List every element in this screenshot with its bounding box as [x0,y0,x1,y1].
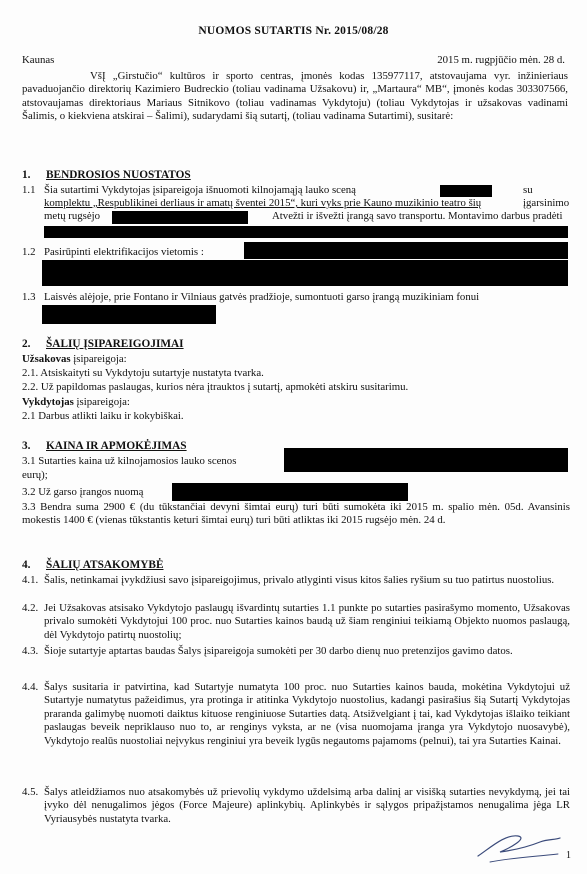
item-1-2: 1.2 Pasirūpinti elektrifikacijos vietomis : [22,246,204,258]
item-4-4: 4.4. Šalys susitaria ir patvirtina, kad Sutartyje numatyta 100 proc. nuo Sutarties kainos bauda, mokėtina Vykdytojui už Sutartyje numatytus pažeidimus, yra protinga ir atitinka Vykdytojo nuostolius, kadangi pasirašius šią Sutartį Vykdytojas praranda galimybę nuomoti daiktus kituose renginiuose Sutarties datą. Atsižvelgiant į tai, kad Vykdytojas išlaiko teikiant paslaugas beveik nepriklauso nuo to, ar renginys vyksta, ar ne (visa nuomojama įranga yra Vykdytojo nuosavybė), Vykdytojo realūs nuostoliai neįvykus renginiui yra beveik lygūs negautoms pajamoms (pelnui), tai yra Sutarties Kainai. [22,681,570,747]
redaction [42,305,216,324]
item-3-3: 3.3 Bendra suma 2900 € (du tūkstančiai devyni šimtai eurų) turi būti sumokėta iki 2015 m. spalio mėn. 05d. Avansinis mokestis 1400 € (vienas tūkstantis keturi šimtai eurų) turi būti atliktas iki 2015 rugsėjo mėn. 24 d. [22,501,570,527]
item-2-2: 2.2. Už papildomas paslaugas, kurios nėra įtrauktos į sutartį, apmokėti atskiru susitarimu. [22,381,409,393]
customer-obligations-label: Užsakovas įsipareigoja: [22,353,127,365]
item-3-2: 3.2 Už garso įrangos nuomą [22,486,144,498]
item-4-1: 4.1. Šalis, netinkamai įvykdžiusi savo įsipareigojimus, privalo atlyginti visus kitos šalies ryšium su tuo patirtus nuostolius. [22,574,555,586]
item-1-1: 1.1 Šia sutartimi Vykdytojas įsipareigoja išnuomoti kilnojamąją lauko sceną su įgarsinimo komplektu „Respublikinei derliaus ir amatų šventei 2015“, kuri vyks prie Kauno muzikinio teatro šių metų rugsėjo Atvežti ir išvežti įrangą savo transportu. Montavimo darbus pradėti [22,184,570,222]
item-3-1: 3.1 Sutarties kaina už kilnojamosios lauko scenos [22,455,237,467]
item-4-5: 4.5. Šalys atleidžiamos nuo atsakomybės už prievolių vykdymo uždelsimą arba dalinį ar visišką sutarties nevykdymą, jei tai įvyko dėl nenugalimos jėgos (Force Majeure) aplinkybių. Aplinkybės ir sąlygos pripažįstamos nenugalima jėga LR Vyriausybės nustatyta tvarka. [22,786,570,825]
item-3-1-end: eurų); [22,469,48,481]
section-2-heading: 2. ŠALIŲ ĮSIPAREIGOJIMAI [22,338,184,350]
item-4-3: 4.3. Šioje sutartyje aptartas baudas Šalys įsipareigoja sumokėti per 30 darbo dienų nuo pretenzijos gavimo datos. [22,645,513,657]
redaction [440,185,492,197]
section-3-heading: 3. KAINA IR APMOKĖJIMAS [22,440,187,452]
item-2-1b: 2.1 Darbus atlikti laiku ir kokybiškai. [22,410,184,422]
redaction [42,260,568,286]
redaction [172,483,408,501]
contractor-obligations-label: Vykdytojas įsipareigoja: [22,396,130,408]
document-title: NUOMOS SUTARTIS Nr. 2015/08/28 [198,25,389,37]
section-1-heading: 1. BENDROSIOS NUOSTATOS [22,169,191,181]
redaction [112,211,248,224]
section-4-heading: 4. ŠALIŲ ATSAKOMYBĖ [22,559,164,571]
item-1-3: 1.3 Laisvės alėjoje, prie Fontano ir Vilniaus gatvės pradžioje, sumontuoti garso įrangą muzikiniam fonui [22,291,480,303]
contract-date: 2015 m. rugpjūčio mėn. 28 d. [437,54,565,66]
intro-paragraph: VšĮ „Girstučio“ kultūros ir sporto centras, įmonės kodas 135977117, atstovaujama vyr. inžinieriaus pavaduojančio direktorių Kazimiero Budreckio (toliau vadinama Užsakovu) ir, „Martaura“ MB“, įmonės kodas 303307566, atstovaujamas direktoriaus Mariaus Sitnikovo (toliau vadinamas Vykdytoju) (toliau Vykdytojas ir užsakovas vadinami Šalimis, o kiekviena atskirai – Šalimi), sudarydami šią sutartį, (toliau vadinama Sutartimi), susitarė: [22,70,568,123]
city: Kaunas [22,54,55,66]
handwritten-signature [470,826,565,866]
item-2-1: 2.1. Atsiskaityti su Vykdytoju sutartyje nustatyta tvarka. [22,367,264,379]
item-4-2: 4.2. Jei Užsakovas atsisako Vykdytojo paslaugų išvardintų sutarties 1.1 punkte po sutarties pasirašymo momento, Užsakovas privalo sumokėti Vykdytojui 100 proc. nuo Sutarties kainos baudą už šiam renginiui teikiamą Objekto nuomos paslaugą, dėl Vykdytojo patirtų nuostolių; [22,602,570,641]
page-number: 1 [566,850,571,861]
redaction [44,226,568,238]
redaction [284,448,568,472]
redaction [244,242,568,259]
